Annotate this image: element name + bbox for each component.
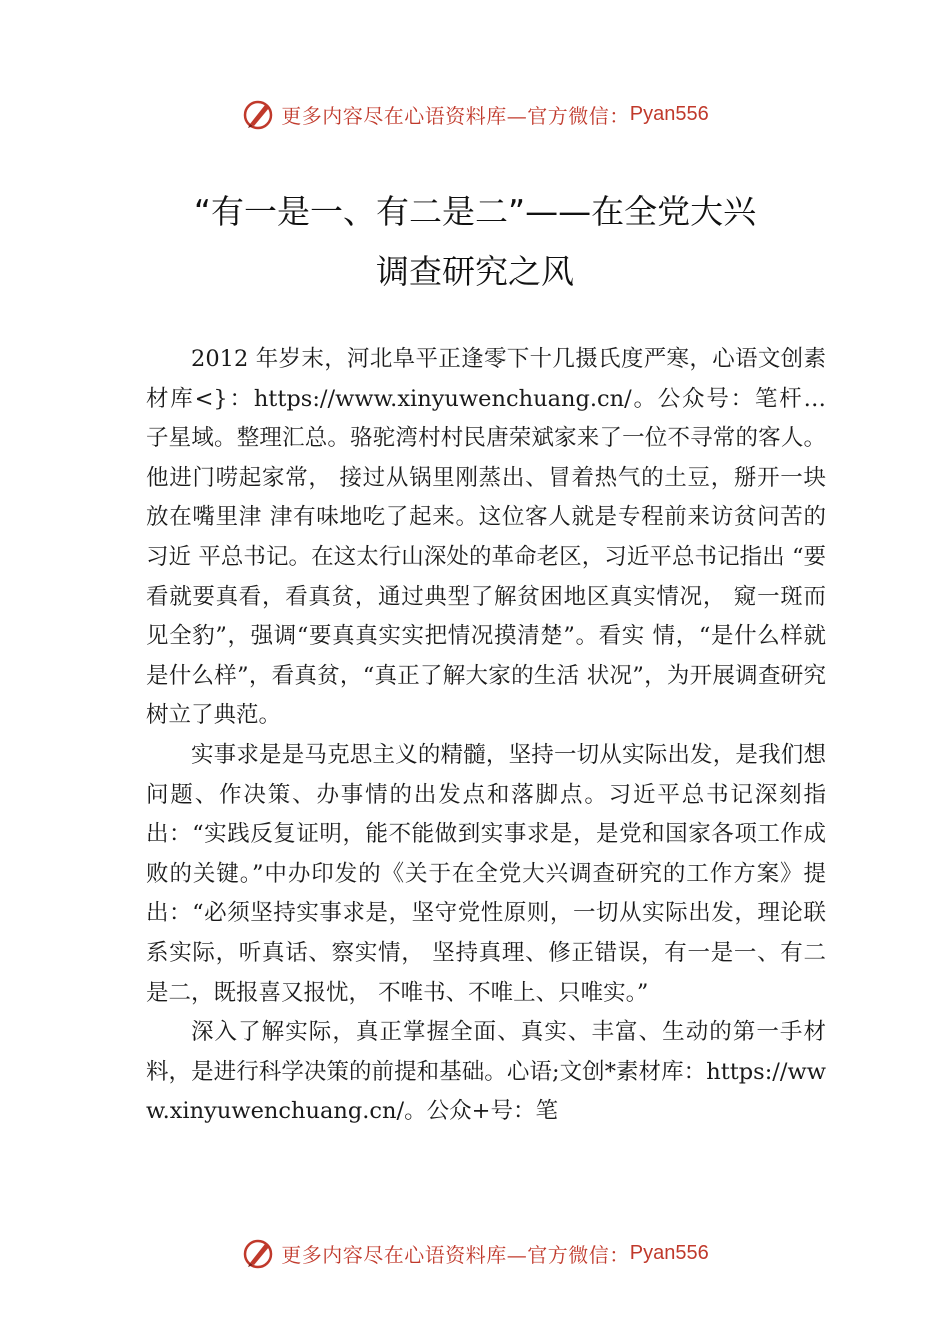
watermark-text: 更多内容尽在心语资料库—官方微信： [281, 1242, 630, 1267]
watermark-text: 更多内容尽在心语资料库—官方微信： [281, 103, 630, 128]
header-watermark [0, 94, 950, 134]
pen-circle-logo-icon [241, 97, 275, 131]
watermark-wechat-id: Pyan556 [629, 1241, 709, 1264]
title-line-1: “有一是一、有二是二”——在全党大兴 [193, 192, 757, 231]
pen-circle-logo-icon [241, 1236, 275, 1270]
paragraph-2: 实事求是是马克思主义的精髓，坚持一切从实际出发，是我们想问题、作决策、办事情的出发点和落脚点。习近平总书记深刻指出：“实践反复证明，能不能做到实事求是，是党和国家各项工作成败的关键。”中办印发的《关于在全党大兴调查研究的工作方案》提出：“必须坚持实事求是，坚守党性原则，一切从实际出发，理论联系实际，听真话、察实情， 坚持真理、修正错误，有一是一、有二是二，既报喜又报忧， 不唯书、不唯上、只唯实。” [146, 741, 826, 1006]
title-line-2: 调查研究之风 [376, 252, 574, 291]
document-title [0, 182, 950, 302]
watermark-wechat-id: Pyan556 [629, 102, 709, 125]
footer-watermark [0, 1233, 950, 1273]
paragraph-1: 2012 年岁末，河北阜平正逢零下十几摄氏度严寒，心语文创素材库<}：https://www.xinyuwenchuang.cn/。公众号：笔杆…子星域。整理汇总。骆驼湾村村民唐荣斌家来了一位不寻常的客人。他进门唠起家常， 接过从锅里刚蒸出、冒着热气的土豆，掰开一块放在嘴里津 津有味地吃了起来。这位客人就是专程前来访贫问苦的习近 平总书记。在这太行山深处的革命老区，习近平总书记指出 “要看就要真看，看真贫，通过典型了解贫困地区真实情况， 窥一斑而见全豹”，强调“要真真实实把情况摸清楚”。看实 情，“是什么样就是什么样”，看真贫，“真正了解大家的生活 状况”，为开展调查研究树立了典范。 [146, 346, 826, 729]
paragraph-3: 深入了解实际，真正掌握全面、真实、丰富、生动的第一手材料，是进行科学决策的前提和基础。心语;文创*素材库：https://www.xinyuwenchuang.cn/。公众+号：笔 [146, 1019, 826, 1125]
document-body [146, 340, 826, 1132]
